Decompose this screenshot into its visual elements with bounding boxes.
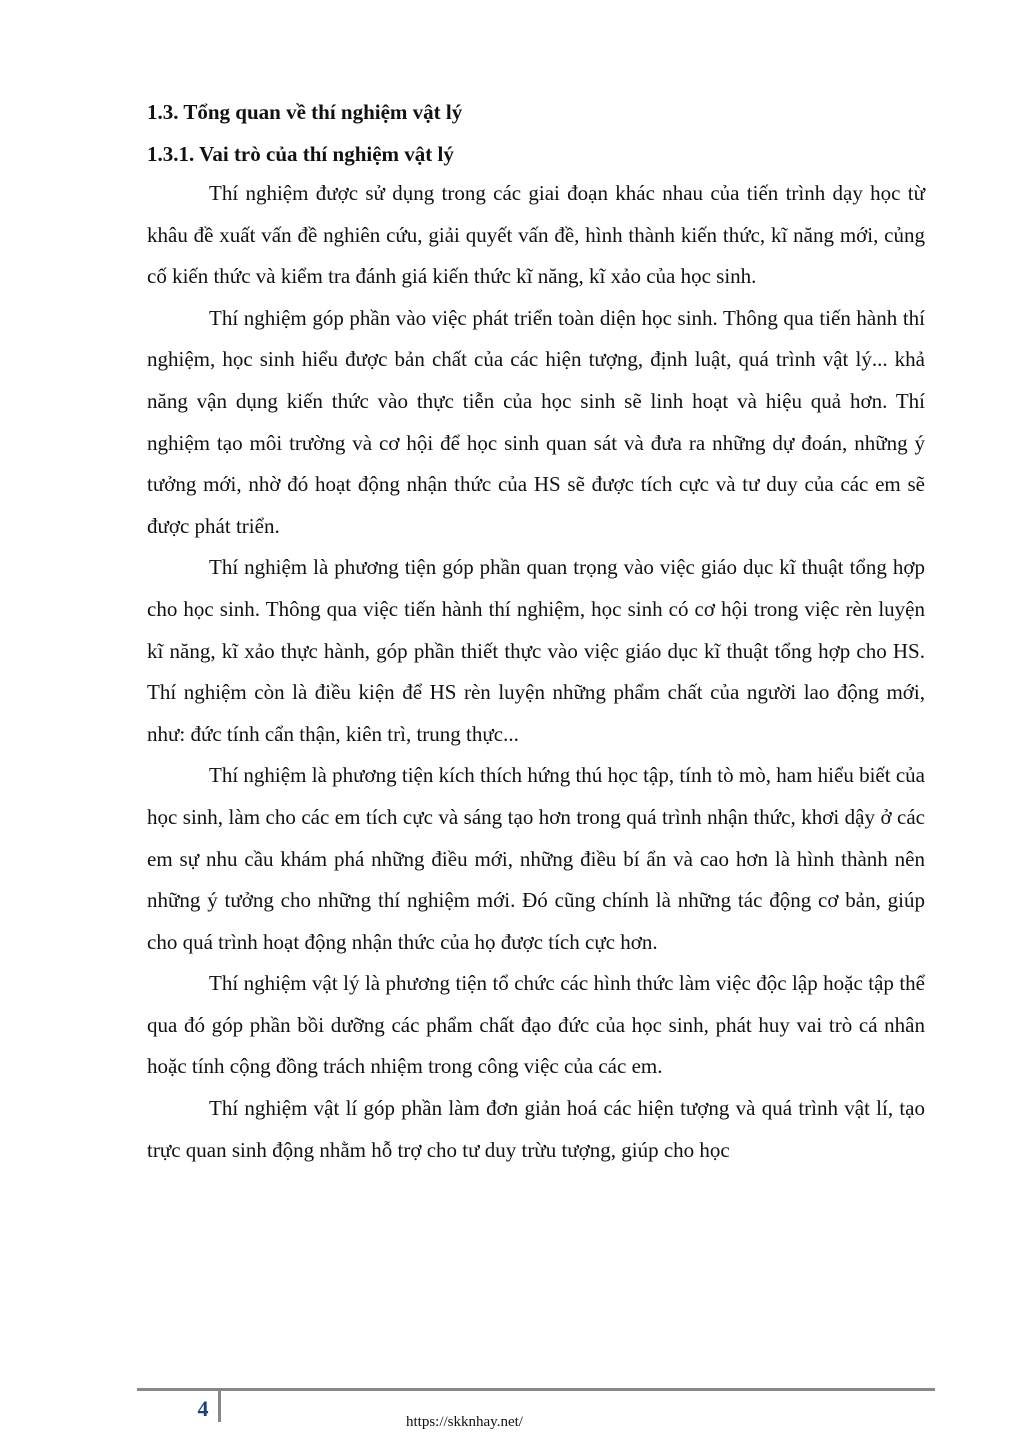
body-text [147, 173, 925, 1171]
paragraph: Thí nghiệm là phương tiện kích thích hứng thú học tập, tính tò mò, ham hiểu biết của học sinh, làm cho các em tích cực và sáng tạo hơn trong quá trình nhận thức, khơi dậy ở các em sự nhu cầu khám phá những điều mới, những điều bí ẩn và cao hơn là hình thành nên những ý tưởng cho những thí nghiệm mới. Đó cũng chính là những tác động cơ bản, giúp cho quá trình hoạt động nhận thức của họ được tích cực hơn. [147, 763, 925, 954]
section-heading: 1.3. Tổng quan về thí nghiệm vật lý [147, 100, 463, 124]
paragraph: Thí nghiệm góp phần vào việc phát triển toàn diện học sinh. Thông qua tiến hành thí nghiệm, học sinh hiểu được bản chất của các hiện tượng, định luật, quá trình vật lý... khả năng vận dụng kiến thức vào thực tiễn của học sinh sẽ linh hoạt và hiệu quả hơn. Thí nghiệm tạo môi trường và cơ hội để học sinh quan sát và đưa ra những dự đoán, những ý tưởng mới, nhờ đó hoạt động nhận thức của HS sẽ được tích cực và tư duy của các em sẽ được phát triển. [147, 305, 925, 538]
paragraph: Thí nghiệm vật lí góp phần làm đơn giản hoá các hiện tượng và quá trình vật lí, tạo trực quan sinh động nhằm hỗ trợ cho tư duy trừu tượng, giúp cho học [147, 1096, 925, 1162]
page-number: 4 [197, 1396, 209, 1421]
subsection-heading: 1.3.1. Vai trò của thí nghiệm vật lý [147, 142, 454, 166]
footer-divider [137, 1388, 935, 1391]
footer-url: https://skknhay.net/ [406, 1414, 523, 1430]
paragraph: Thí nghiệm là phương tiện góp phần quan trọng vào việc giáo dục kĩ thuật tổng hợp cho học sinh. Thông qua việc tiến hành thí nghiệm, học sinh có cơ hội trong việc rèn luyện kĩ năng, kĩ xảo thực hành, góp phần thiết thực vào việc giáo dục kĩ thuật tổng hợp cho HS. Thí nghiệm còn là điều kiện để HS rèn luyện những phẩm chất của người lao động mới, như: đức tính cẩn thận, kiên trì, trung thực... [147, 555, 925, 746]
page-number-divider [218, 1391, 221, 1422]
paragraph: Thí nghiệm được sử dụng trong các giai đoạn khác nhau của tiến trình dạy học từ khâu đề xuất vấn đề nghiên cứu, giải quyết vấn đề, hình thành kiến thức, kĩ năng mới, củng cố kiến thức và kiểm tra đánh giá kiến thức kĩ năng, kĩ xảo của học sinh. [147, 181, 925, 289]
paragraph: Thí nghiệm vật lý là phương tiện tổ chức các hình thức làm việc độc lập hoặc tập thể qua đó góp phần bồi dưỡng các phẩm chất đạo đức của học sinh, phát huy vai trò cá nhân hoặc tính cộng đồng trách nhiệm trong công việc của các em. [147, 971, 925, 1079]
